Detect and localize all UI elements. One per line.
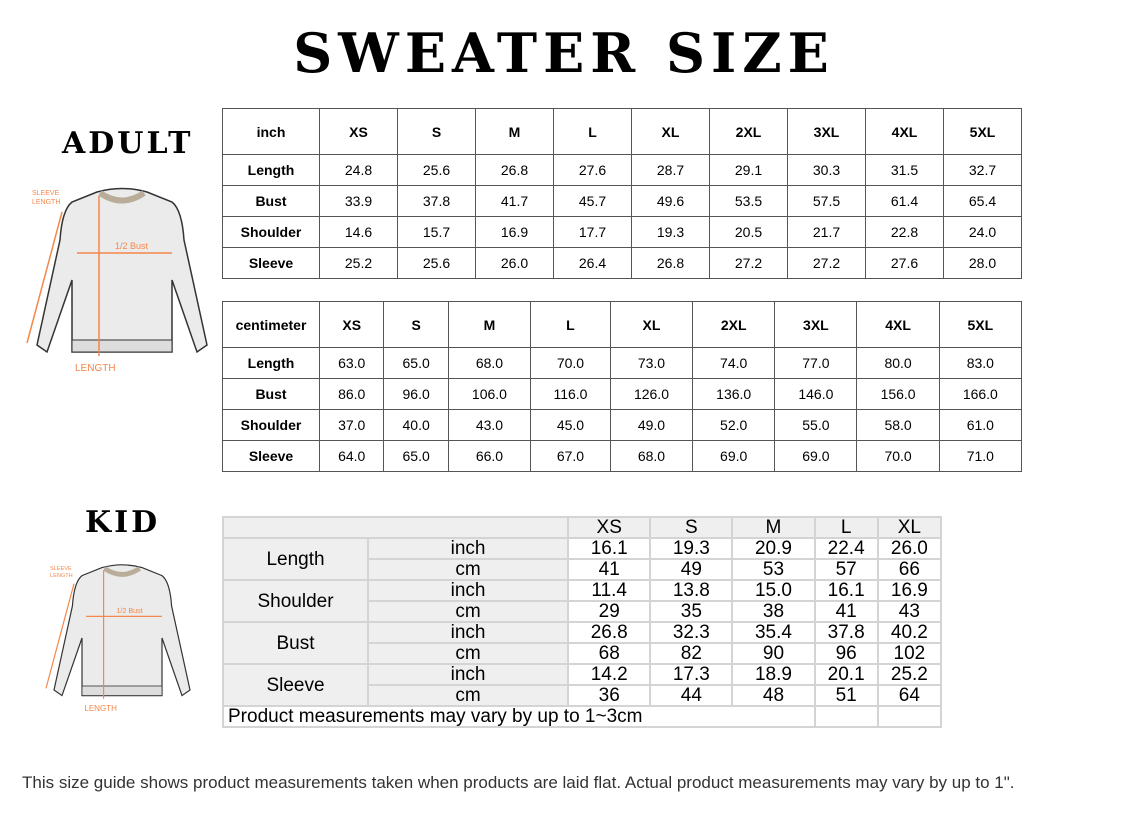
value-cell: 16.9 bbox=[878, 580, 941, 601]
value-cell: 66 bbox=[878, 559, 941, 580]
size-header: XL bbox=[878, 517, 941, 538]
value-cell: 53 bbox=[732, 559, 814, 580]
value-cell: 20.9 bbox=[732, 538, 814, 559]
value-cell: 26.8 bbox=[632, 248, 710, 279]
value-cell: 44 bbox=[650, 685, 732, 706]
value-cell: 19.3 bbox=[632, 217, 710, 248]
kid-heading: KID bbox=[85, 505, 161, 540]
row-label: Bust bbox=[223, 622, 368, 664]
value-cell: 65.0 bbox=[384, 348, 448, 379]
row-label: Bust bbox=[223, 379, 320, 410]
table-row bbox=[223, 217, 1022, 248]
value-cell: 41.7 bbox=[476, 186, 554, 217]
size-header: M bbox=[732, 517, 814, 538]
size-header: S bbox=[384, 302, 448, 348]
value-cell: 24.0 bbox=[944, 217, 1022, 248]
value-cell: 70.0 bbox=[531, 348, 611, 379]
value-cell: 80.0 bbox=[857, 348, 939, 379]
value-cell: 26.8 bbox=[568, 622, 650, 643]
value-cell: 33.9 bbox=[320, 186, 398, 217]
value-cell: 136.0 bbox=[693, 379, 775, 410]
size-header: XL bbox=[610, 302, 692, 348]
value-cell: 35 bbox=[650, 601, 732, 622]
row-label: Shoulder bbox=[223, 217, 320, 248]
value-cell: 68 bbox=[568, 643, 650, 664]
value-cell: 26.4 bbox=[554, 248, 632, 279]
value-cell: 16.1 bbox=[815, 580, 878, 601]
value-cell: 27.2 bbox=[788, 248, 866, 279]
row-label: Shoulder bbox=[223, 410, 320, 441]
unit-cell: inch bbox=[368, 622, 568, 643]
blank bbox=[878, 706, 941, 727]
value-cell: 24.8 bbox=[320, 155, 398, 186]
svg-text:LENGTH: LENGTH bbox=[50, 573, 73, 580]
kid-sweater-diagram bbox=[42, 558, 202, 718]
value-cell: 17.7 bbox=[554, 217, 632, 248]
value-cell: 25.6 bbox=[398, 248, 476, 279]
value-cell: 106.0 bbox=[448, 379, 530, 410]
value-cell: 146.0 bbox=[775, 379, 857, 410]
svg-text:LENGTH: LENGTH bbox=[84, 703, 117, 713]
value-cell: 69.0 bbox=[693, 441, 775, 472]
value-cell: 45.7 bbox=[554, 186, 632, 217]
value-cell: 96.0 bbox=[384, 379, 448, 410]
value-cell: 37.8 bbox=[815, 622, 878, 643]
value-cell: 26.0 bbox=[476, 248, 554, 279]
table-row bbox=[223, 248, 1022, 279]
value-cell: 53.5 bbox=[710, 186, 788, 217]
table-row bbox=[223, 410, 1022, 441]
size-header: S bbox=[650, 517, 732, 538]
value-cell: 30.3 bbox=[788, 155, 866, 186]
value-cell: 126.0 bbox=[610, 379, 692, 410]
value-cell: 27.6 bbox=[554, 155, 632, 186]
value-cell: 61.4 bbox=[866, 186, 944, 217]
table-row bbox=[223, 538, 941, 559]
value-cell: 73.0 bbox=[610, 348, 692, 379]
unit-cell: cm bbox=[368, 685, 568, 706]
size-guide-note: This size guide shows product measurements taken when products are laid flat. Actual product measurements may vary by up to 1". bbox=[22, 773, 1015, 792]
kid-size-table bbox=[222, 516, 942, 728]
adult-inch-table bbox=[222, 108, 1022, 279]
unit-header: centimeter bbox=[223, 302, 320, 348]
table-row bbox=[223, 186, 1022, 217]
value-cell: 64 bbox=[878, 685, 941, 706]
value-cell: 28.7 bbox=[632, 155, 710, 186]
value-cell: 116.0 bbox=[531, 379, 611, 410]
value-cell: 67.0 bbox=[531, 441, 611, 472]
value-cell: 69.0 bbox=[775, 441, 857, 472]
size-header: 5XL bbox=[944, 109, 1022, 155]
value-cell: 49.0 bbox=[610, 410, 692, 441]
size-header: M bbox=[476, 109, 554, 155]
size-header: S bbox=[398, 109, 476, 155]
size-header: L bbox=[531, 302, 611, 348]
value-cell: 40.0 bbox=[384, 410, 448, 441]
value-cell: 26.8 bbox=[476, 155, 554, 186]
unit-cell: inch bbox=[368, 538, 568, 559]
value-cell: 20.5 bbox=[710, 217, 788, 248]
value-cell: 43 bbox=[878, 601, 941, 622]
value-cell: 49.6 bbox=[632, 186, 710, 217]
table-row bbox=[223, 622, 941, 643]
unit-cell: inch bbox=[368, 580, 568, 601]
value-cell: 32.7 bbox=[944, 155, 1022, 186]
value-cell: 68.0 bbox=[610, 441, 692, 472]
value-cell: 52.0 bbox=[693, 410, 775, 441]
table-row bbox=[223, 348, 1022, 379]
adult-cm-table bbox=[222, 301, 1022, 472]
value-cell: 51 bbox=[815, 685, 878, 706]
value-cell: 37.0 bbox=[320, 410, 384, 441]
value-cell: 70.0 bbox=[857, 441, 939, 472]
value-cell: 29 bbox=[568, 601, 650, 622]
value-cell: 156.0 bbox=[857, 379, 939, 410]
unit-cell: cm bbox=[368, 601, 568, 622]
adult-sweater-diagram bbox=[22, 180, 222, 380]
value-cell: 25.2 bbox=[878, 664, 941, 685]
value-cell: 16.1 bbox=[568, 538, 650, 559]
size-header: L bbox=[554, 109, 632, 155]
header-blank bbox=[223, 517, 568, 538]
size-header: 4XL bbox=[857, 302, 939, 348]
value-cell: 32.3 bbox=[650, 622, 732, 643]
value-cell: 43.0 bbox=[448, 410, 530, 441]
value-cell: 45.0 bbox=[531, 410, 611, 441]
size-header: 3XL bbox=[775, 302, 857, 348]
page-title: SWEATER SIZE bbox=[293, 21, 835, 85]
value-cell: 71.0 bbox=[939, 441, 1021, 472]
value-cell: 48 bbox=[732, 685, 814, 706]
value-cell: 16.9 bbox=[476, 217, 554, 248]
value-cell: 35.4 bbox=[732, 622, 814, 643]
row-label: Length bbox=[223, 538, 368, 580]
size-header: 2XL bbox=[693, 302, 775, 348]
row-label: Bust bbox=[223, 186, 320, 217]
value-cell: 13.8 bbox=[650, 580, 732, 601]
value-cell: 65.0 bbox=[384, 441, 448, 472]
value-cell: 82 bbox=[650, 643, 732, 664]
row-label: Shoulder bbox=[223, 580, 368, 622]
svg-text:LENGTH: LENGTH bbox=[75, 363, 116, 374]
size-header: 3XL bbox=[788, 109, 866, 155]
value-cell: 19.3 bbox=[650, 538, 732, 559]
value-cell: 29.1 bbox=[710, 155, 788, 186]
unit-cell: cm bbox=[368, 559, 568, 580]
value-cell: 90 bbox=[732, 643, 814, 664]
blank bbox=[815, 706, 878, 727]
value-cell: 27.6 bbox=[866, 248, 944, 279]
value-cell: 40.2 bbox=[878, 622, 941, 643]
footnote: Product measurements may vary by up to 1~3cm bbox=[223, 706, 815, 727]
size-header: XL bbox=[632, 109, 710, 155]
value-cell: 25.6 bbox=[398, 155, 476, 186]
value-cell: 28.0 bbox=[944, 248, 1022, 279]
value-cell: 102 bbox=[878, 643, 941, 664]
value-cell: 15.7 bbox=[398, 217, 476, 248]
svg-text:SLEEVE: SLEEVE bbox=[32, 190, 60, 197]
table-row bbox=[223, 379, 1022, 410]
value-cell: 41 bbox=[815, 601, 878, 622]
value-cell: 38 bbox=[732, 601, 814, 622]
value-cell: 21.7 bbox=[788, 217, 866, 248]
value-cell: 58.0 bbox=[857, 410, 939, 441]
value-cell: 17.3 bbox=[650, 664, 732, 685]
value-cell: 22.4 bbox=[815, 538, 878, 559]
table-row bbox=[223, 580, 941, 601]
svg-text:SLEEVE: SLEEVE bbox=[50, 566, 72, 572]
value-cell: 96 bbox=[815, 643, 878, 664]
svg-text:LENGTH: LENGTH bbox=[32, 199, 61, 206]
value-cell: 22.8 bbox=[866, 217, 944, 248]
value-cell: 31.5 bbox=[866, 155, 944, 186]
svg-text:1/2 Bust: 1/2 Bust bbox=[116, 606, 143, 616]
value-cell: 166.0 bbox=[939, 379, 1021, 410]
svg-text:1/2 Bust: 1/2 Bust bbox=[115, 241, 149, 251]
value-cell: 55.0 bbox=[775, 410, 857, 441]
value-cell: 15.0 bbox=[732, 580, 814, 601]
row-label: Length bbox=[223, 348, 320, 379]
row-label: Length bbox=[223, 155, 320, 186]
value-cell: 41 bbox=[568, 559, 650, 580]
size-header: XS bbox=[568, 517, 650, 538]
value-cell: 83.0 bbox=[939, 348, 1021, 379]
size-header: M bbox=[448, 302, 530, 348]
size-header: L bbox=[815, 517, 878, 538]
value-cell: 20.1 bbox=[815, 664, 878, 685]
adult-heading: ADULT bbox=[62, 126, 194, 161]
header-row bbox=[223, 302, 1022, 348]
row-label: Sleeve bbox=[223, 441, 320, 472]
unit-cell: cm bbox=[368, 643, 568, 664]
value-cell: 61.0 bbox=[939, 410, 1021, 441]
value-cell: 74.0 bbox=[693, 348, 775, 379]
unit-header: inch bbox=[223, 109, 320, 155]
value-cell: 68.0 bbox=[448, 348, 530, 379]
size-header: XS bbox=[320, 109, 398, 155]
value-cell: 66.0 bbox=[448, 441, 530, 472]
value-cell: 86.0 bbox=[320, 379, 384, 410]
value-cell: 57.5 bbox=[788, 186, 866, 217]
table-row bbox=[223, 155, 1022, 186]
value-cell: 65.4 bbox=[944, 186, 1022, 217]
value-cell: 64.0 bbox=[320, 441, 384, 472]
table-row bbox=[223, 441, 1022, 472]
value-cell: 26.0 bbox=[878, 538, 941, 559]
size-header: 4XL bbox=[866, 109, 944, 155]
row-label: Sleeve bbox=[223, 248, 320, 279]
value-cell: 36 bbox=[568, 685, 650, 706]
value-cell: 27.2 bbox=[710, 248, 788, 279]
value-cell: 77.0 bbox=[775, 348, 857, 379]
size-header: XS bbox=[320, 302, 384, 348]
unit-cell: inch bbox=[368, 664, 568, 685]
value-cell: 63.0 bbox=[320, 348, 384, 379]
value-cell: 14.6 bbox=[320, 217, 398, 248]
row-label: Sleeve bbox=[223, 664, 368, 706]
value-cell: 49 bbox=[650, 559, 732, 580]
size-header: 5XL bbox=[939, 302, 1021, 348]
value-cell: 25.2 bbox=[320, 248, 398, 279]
value-cell: 37.8 bbox=[398, 186, 476, 217]
value-cell: 57 bbox=[815, 559, 878, 580]
value-cell: 18.9 bbox=[732, 664, 814, 685]
value-cell: 11.4 bbox=[568, 580, 650, 601]
table-row bbox=[223, 664, 941, 685]
size-header: 2XL bbox=[710, 109, 788, 155]
value-cell: 14.2 bbox=[568, 664, 650, 685]
header-row bbox=[223, 109, 1022, 155]
